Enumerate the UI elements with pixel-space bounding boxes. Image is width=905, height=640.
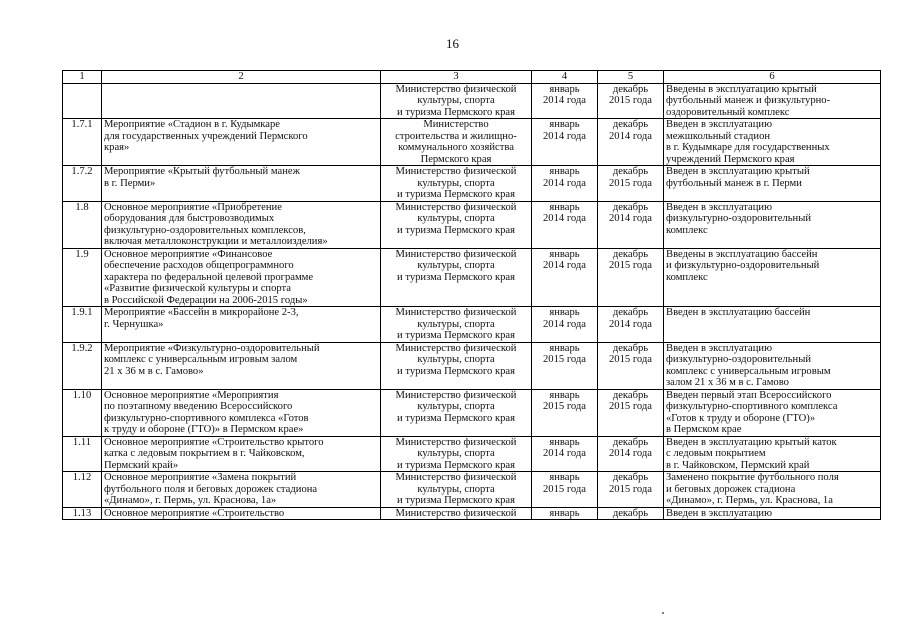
end-date-cell: декабрь 2014 года	[598, 307, 664, 343]
table-row	[63, 507, 881, 520]
activity-name-cell: Основное мероприятие «Строительство	[102, 507, 381, 520]
result-cell: Введен в эксплуатацию физкультурно-оздоровительный комплекс	[664, 201, 881, 248]
row-number-cell: 1.7.2	[63, 166, 102, 202]
executor-cell: Министерство физической культуры, спорта и туризма Пермского края	[381, 389, 532, 436]
result-cell: Введен в эксплуатацию физкультурно-оздоровительный комплекс с универсальным игровым залом 21 х 36 м в с. Гамово	[664, 342, 881, 389]
header-cell: 2	[102, 71, 381, 84]
row-number-cell: 1.13	[63, 507, 102, 520]
table-row	[63, 119, 881, 166]
end-date-cell: декабрь 2015 года	[598, 389, 664, 436]
executor-cell: Министерство физической культуры, спорта и туризма Пермского края	[381, 307, 532, 343]
header-cell: 5	[598, 71, 664, 84]
start-date-cell: январь	[532, 507, 598, 520]
result-cell: Введен в эксплуатацию межшкольный стадион в г. Кудымкаре для государственных учреждений Пермского края	[664, 119, 881, 166]
end-date-cell: декабрь 2015 года	[598, 472, 664, 508]
header-cell: 4	[532, 71, 598, 84]
activity-name-cell: Мероприятие «Крытый футбольный манеж в г. Перми»	[102, 166, 381, 202]
row-number-cell: 1.11	[63, 436, 102, 472]
start-date-cell: январь 2014 года	[532, 166, 598, 202]
activity-name-cell: Основное мероприятие «Замена покрытий футбольного поля и беговых дорожек стадиона «Динамо», г. Пермь, ул. Краснова, 1а»	[102, 472, 381, 508]
executor-cell: Министерство физической культуры, спорта и туризма Пермского края	[381, 248, 532, 307]
table-row	[63, 472, 881, 508]
row-number-cell: 1.9	[63, 248, 102, 307]
end-date-cell: декабрь 2014 года	[598, 201, 664, 248]
row-number-cell: 1.12	[63, 472, 102, 508]
scan-speck	[662, 612, 664, 614]
row-number-cell: 1.9.2	[63, 342, 102, 389]
executor-cell: Министерство физической культуры, спорта и туризма Пермского края	[381, 201, 532, 248]
start-date-cell: январь 2014 года	[532, 436, 598, 472]
activity-name-cell: Основное мероприятие «Строительство крытого катка с ледовым покрытием в г. Чайковском, Пермский край»	[102, 436, 381, 472]
end-date-cell: декабрь 2014 года	[598, 119, 664, 166]
table-row	[63, 166, 881, 202]
table-row	[63, 389, 881, 436]
start-date-cell: январь 2015 года	[532, 342, 598, 389]
start-date-cell: январь 2014 года	[532, 307, 598, 343]
activity-name-cell: Мероприятие «Бассейн в микрорайоне 2-3, г. Чернушка»	[102, 307, 381, 343]
row-number-cell	[63, 83, 102, 119]
table-row	[63, 436, 881, 472]
result-cell: Заменено покрытие футбольного поля и беговых дорожек стадиона «Динамо», г. Пермь, ул. Краснова, 1а	[664, 472, 881, 508]
start-date-cell: январь 2014 года	[532, 201, 598, 248]
header-cell: 3	[381, 71, 532, 84]
result-cell: Введен в эксплуатацию бассейн	[664, 307, 881, 343]
table-row	[63, 307, 881, 343]
executor-cell: Министерство физической	[381, 507, 532, 520]
activity-name-cell: Основное мероприятие «Приобретение оборудования для быстровозводимых физкультурно-оздоровительных комплексов, включая металлоконструкции и металлоизделия»	[102, 201, 381, 248]
result-cell: Введен в эксплуатацию крытый футбольный манеж в г. Перми	[664, 166, 881, 202]
executor-cell: Министерство физической культуры, спорта и туризма Пермского края	[381, 342, 532, 389]
row-number-cell: 1.9.1	[63, 307, 102, 343]
executor-cell: Министерство физической культуры, спорта и туризма Пермского края	[381, 472, 532, 508]
row-number-cell: 1.8	[63, 201, 102, 248]
start-date-cell: январь 2015 года	[532, 389, 598, 436]
start-date-cell: январь 2014 года	[532, 248, 598, 307]
activity-name-cell: Мероприятие «Стадион в г. Кудымкаре для государственных учреждений Пермского края»	[102, 119, 381, 166]
end-date-cell: декабрь 2014 года	[598, 436, 664, 472]
result-cell: Введен в эксплуатацию крытый каток с ледовым покрытием в г. Чайковском, Пермский край	[664, 436, 881, 472]
end-date-cell: декабрь 2015 года	[598, 248, 664, 307]
table-row	[63, 248, 881, 307]
row-number-cell: 1.10	[63, 389, 102, 436]
header-cell: 1	[63, 71, 102, 84]
result-cell: Введены в эксплуатацию крытый футбольный манеж и физкультурно- оздоровительный комплекс	[664, 83, 881, 119]
start-date-cell: январь 2014 года	[532, 83, 598, 119]
result-cell: Введен первый этап Всероссийского физкультурно-спортивного комплекса «Готов к труду и обороне (ГТО)» в Пермском крае	[664, 389, 881, 436]
end-date-cell: декабрь 2015 года	[598, 342, 664, 389]
header-cell: 6	[664, 71, 881, 84]
start-date-cell: январь 2014 года	[532, 119, 598, 166]
end-date-cell: декабрь 2015 года	[598, 83, 664, 119]
executor-cell: Министерство физической культуры, спорта и туризма Пермского края	[381, 436, 532, 472]
start-date-cell: январь 2015 года	[532, 472, 598, 508]
result-cell: Введены в эксплуатацию бассейн и физкультурно-оздоровительный комплекс	[664, 248, 881, 307]
executor-cell: Министерство физической культуры, спорта и туризма Пермского края	[381, 83, 532, 119]
end-date-cell: декабрь 2015 года	[598, 166, 664, 202]
table-row	[63, 83, 881, 119]
table-header-row	[63, 71, 881, 84]
activity-name-cell: Мероприятие «Физкультурно-оздоровительный комплекс с универсальным игровым залом 21 х 36 м в с. Гамово»	[102, 342, 381, 389]
table-row	[63, 342, 881, 389]
table-row	[63, 201, 881, 248]
executor-cell: Министерство строительства и жилищно- коммунального хозяйства Пермского края	[381, 119, 532, 166]
end-date-cell: декабрь	[598, 507, 664, 520]
activity-name-cell: Основное мероприятие «Финансовое обеспечение расходов общепрограммного характера по федеральной целевой программе «Развитие физической культуры и спорта в Российской Федерации на 2006-2015 годы»	[102, 248, 381, 307]
row-number-cell: 1.7.1	[63, 119, 102, 166]
program-activities-table	[62, 70, 881, 520]
page-number: 16	[446, 36, 459, 51]
activity-name-cell	[102, 83, 381, 119]
executor-cell: Министерство физической культуры, спорта и туризма Пермского края	[381, 166, 532, 202]
activity-name-cell: Основное мероприятие «Мероприятия по поэтапному введению Всероссийского физкультурно-спортивного комплекса «Готов к труду и обороне (ГТО)» в Пермском крае»	[102, 389, 381, 436]
result-cell: Введен в эксплуатацию	[664, 507, 881, 520]
